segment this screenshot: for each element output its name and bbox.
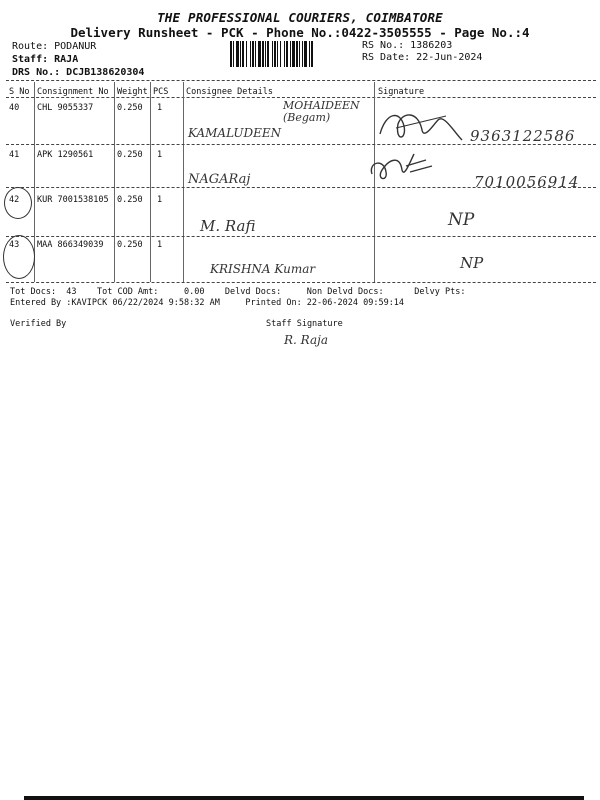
entered-by-line: Entered By :KAVIPCK 06/22/2024 9:58:32 AM Printed On: 22-06-2024 09:59:14 xyxy=(10,298,405,308)
divider xyxy=(6,97,596,98)
col-pcs: PCS xyxy=(153,87,169,97)
row-consignment: MAA 866349039 xyxy=(37,240,104,250)
consignee-name: M. Rafi xyxy=(200,217,256,235)
phone-number: 7010056914 xyxy=(474,173,580,191)
company-title: THE PROFESSIONAL COURIERS, COIMBATORE xyxy=(157,10,443,25)
rs-date: RS Date: 22-Jun-2024 xyxy=(362,52,483,63)
runsheet-title: Delivery Runsheet - PCK - Phone No.:0422-3505555 - Page No.:4 xyxy=(70,25,530,40)
row-weight: 0.250 xyxy=(117,195,143,205)
row-consignment: CHL 9055337 xyxy=(37,103,94,113)
divider xyxy=(6,187,596,188)
signature-scrawl xyxy=(366,144,436,188)
row-weight: 0.250 xyxy=(117,103,143,113)
row-pcs: 1 xyxy=(157,195,163,205)
staff-label: Staff: RAJA xyxy=(12,54,79,65)
row-pcs: 1 xyxy=(157,103,163,113)
row-pcs: 1 xyxy=(157,150,163,160)
rs-number: RS No.: 1386203 xyxy=(362,40,453,51)
row-consignment: APK 1290561 xyxy=(37,150,94,160)
column-divider xyxy=(150,82,151,282)
col-consignee: Consignee Details xyxy=(186,87,273,97)
consignee-name: NAGARaj xyxy=(188,172,251,187)
column-divider xyxy=(183,82,184,282)
row-sno: 43 xyxy=(9,240,20,250)
drs-number: DRS No.: DCJB138620304 xyxy=(12,67,145,78)
row-sno: 41 xyxy=(9,150,20,160)
divider xyxy=(6,144,596,145)
totals-line: Tot Docs: 43 Tot COD Amt: 0.00 Delvd Docs: Non Delvd Docs: Delvy Pts: xyxy=(10,287,466,297)
row-sno: 40 xyxy=(9,103,20,113)
row-weight: 0.250 xyxy=(117,240,143,250)
col-consignment: Consignment No xyxy=(37,87,109,97)
row-consignment: KUR 7001538105 xyxy=(37,195,109,205)
scan-edge xyxy=(24,796,584,800)
col-sno: S No xyxy=(9,87,30,97)
staff-signature-label: Staff Signature xyxy=(266,319,343,329)
row-sno: 42 xyxy=(9,195,20,205)
divider xyxy=(6,236,596,237)
col-signature: Signature xyxy=(378,87,425,97)
divider xyxy=(6,80,596,81)
signature-np: NP xyxy=(448,210,475,230)
consignee-note: MOHAIDEEN (Begam) xyxy=(283,99,360,124)
phone-number: 9363122586 xyxy=(470,127,576,145)
consignee-name: KAMALUDEEN xyxy=(188,126,282,140)
col-weight: Weight xyxy=(117,87,148,97)
row-weight: 0.250 xyxy=(117,150,143,160)
signature-np: NP xyxy=(460,254,484,272)
staff-signature-scrawl: R. Raja xyxy=(284,333,329,347)
verified-by-label: Verified By xyxy=(10,319,67,329)
column-divider xyxy=(114,82,115,282)
signature-scrawl xyxy=(376,106,468,148)
route-label: Route: PODANUR xyxy=(12,41,97,52)
divider xyxy=(6,282,596,283)
barcode xyxy=(230,41,355,67)
consignee-name: KRISHNA Kumar xyxy=(210,262,316,276)
row-pcs: 1 xyxy=(157,240,163,250)
